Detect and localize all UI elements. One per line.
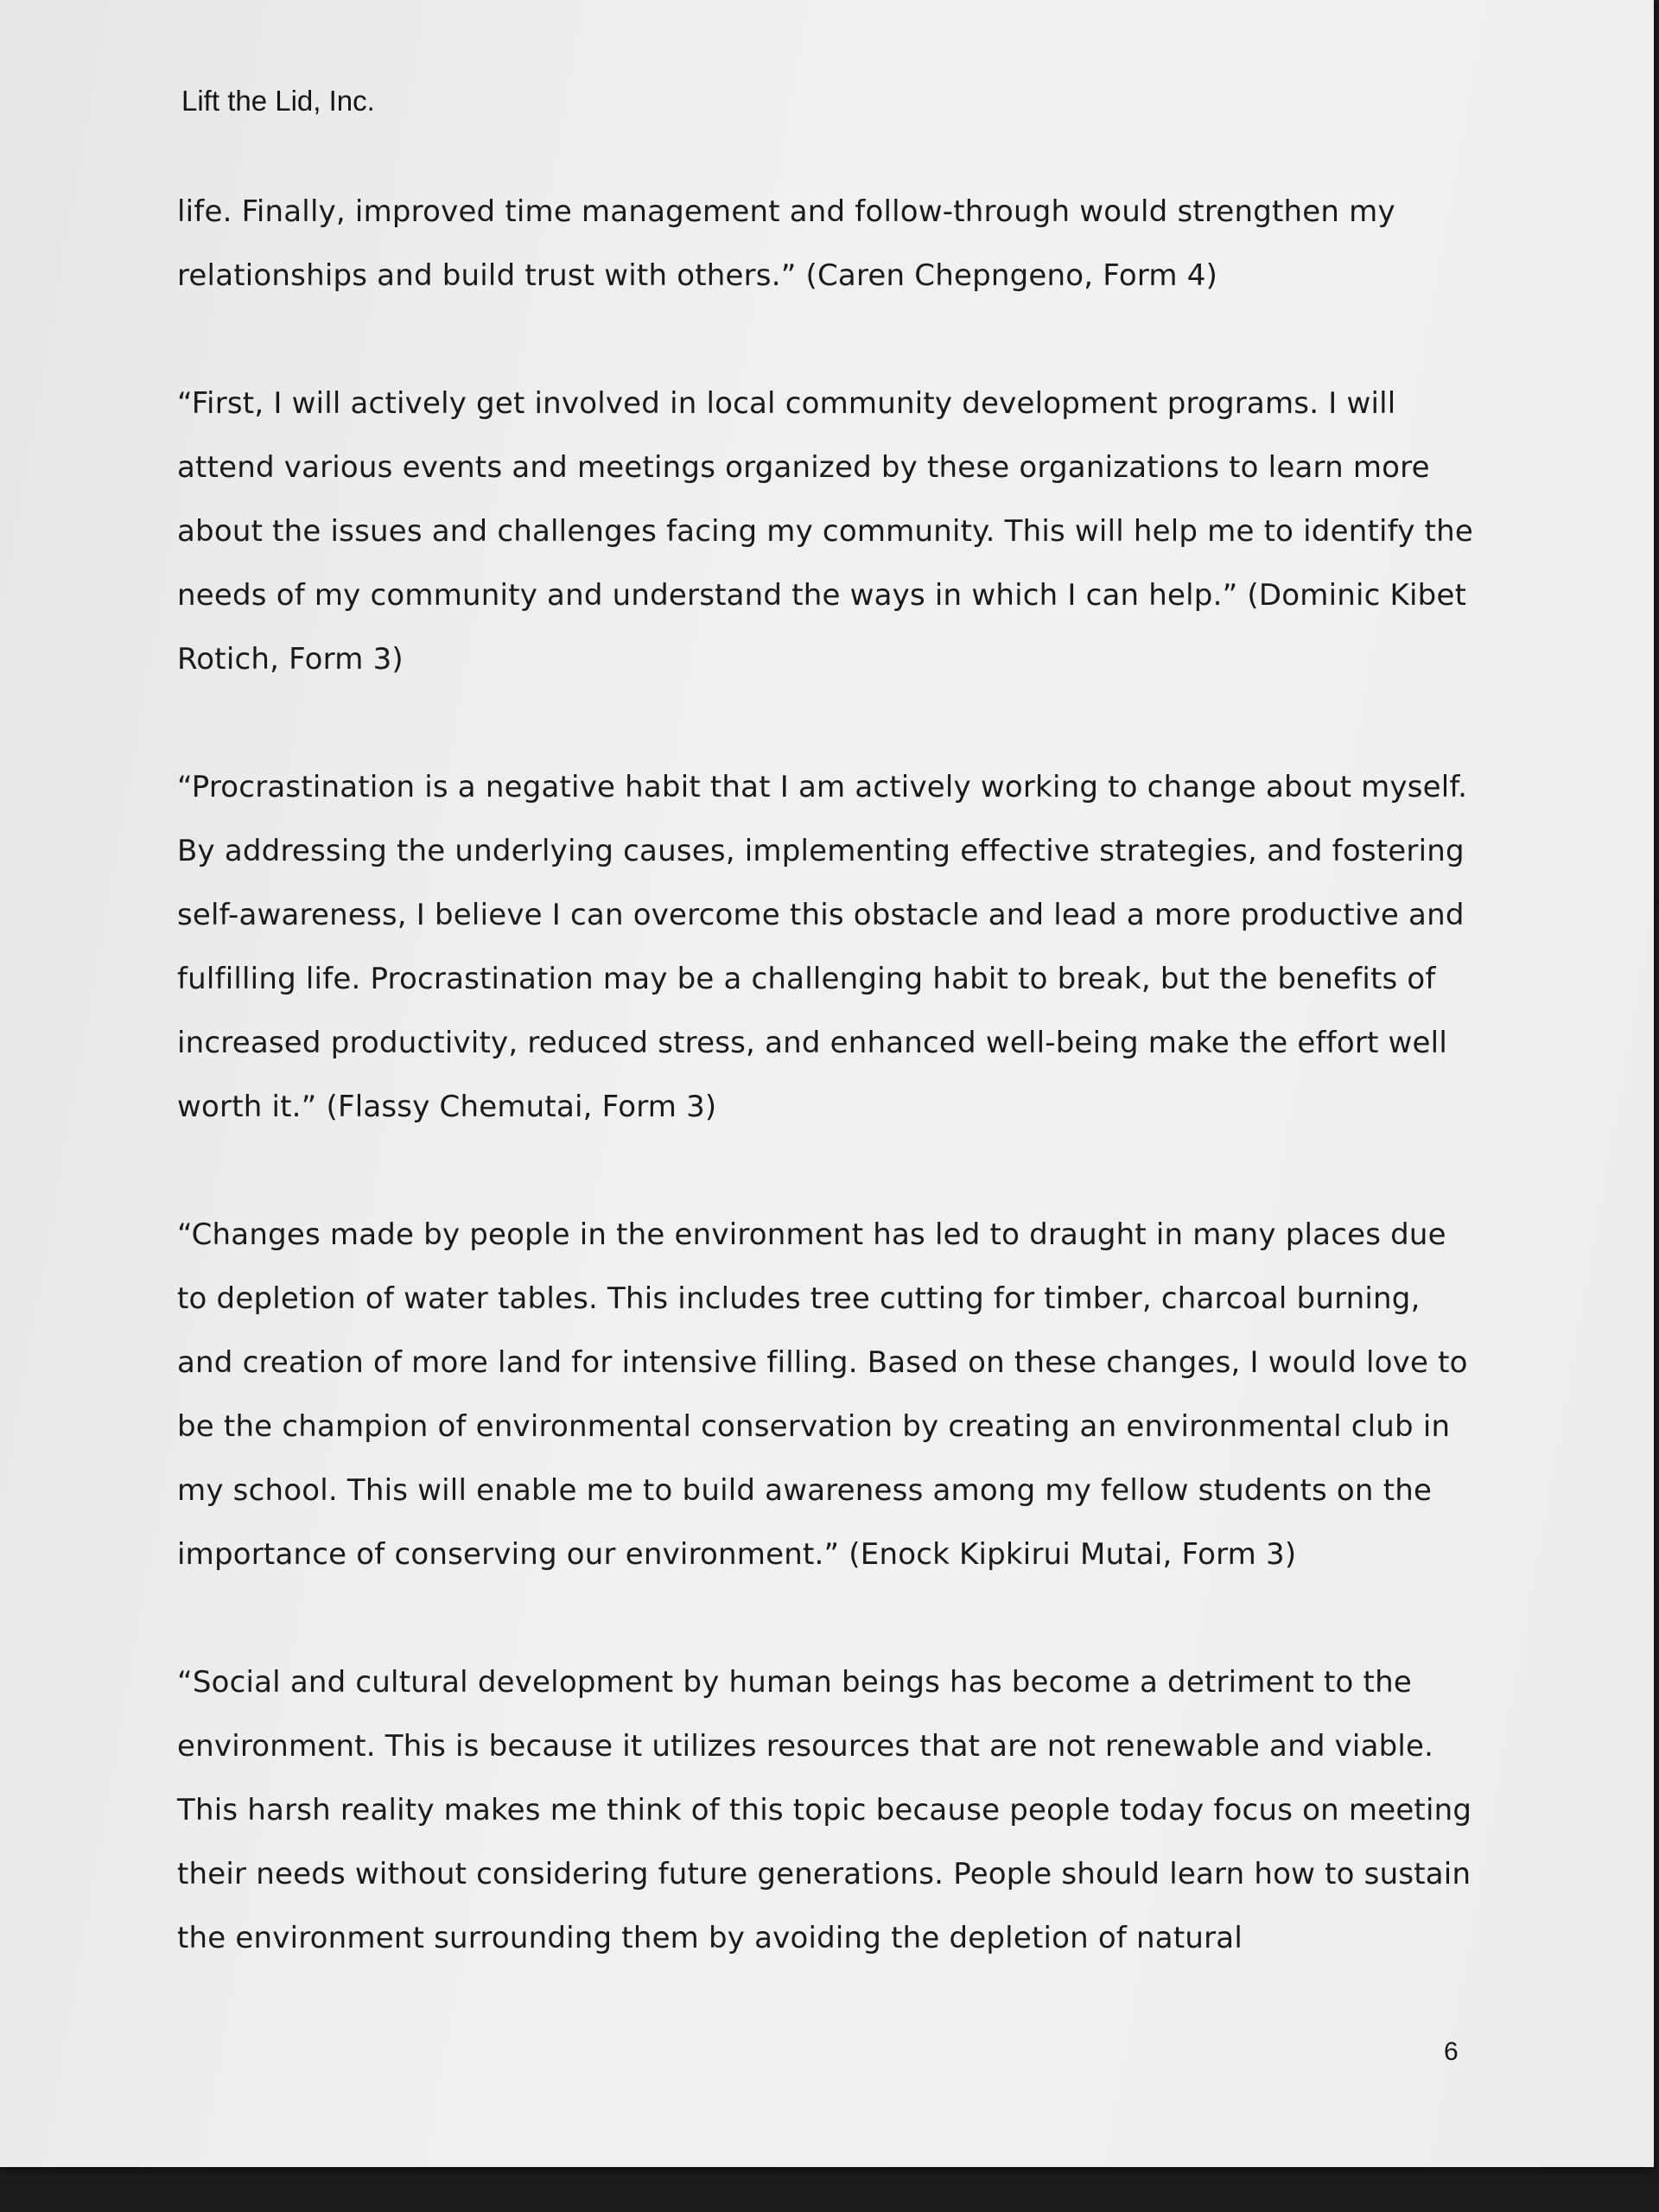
paragraph-social-development-quote: “Social and cultural development by human beings has become a detriment to the environment. This is because it utilizes resources that are not renewable and viable. This harsh reality makes me think of this topic because people today focus on meeting their needs without considering future generations. People should learn how to sustain the environment surrounding them by avoiding the depletion of natural [177, 1665, 1472, 1955]
paragraph-caren-quote-end: life. Finally, improved time management and follow-through would strengthen my relationships and build trust with others.” (Caren Chepngeno, Form 4) [177, 194, 1395, 293]
page-number: 6 [1444, 2037, 1459, 2066]
paragraph-dominic-quote: “First, I will actively get involved in local community development programs. I will attend various events and meetings organized by these organizations to learn more about the issues and challenges facing my community. This will help me to identify the needs of my community and understand the ways in which I can help.” (Dominic Kibet Rotich, Form 3) [177, 386, 1473, 677]
paragraph-enock-quote: “Changes made by people in the environment has led to draught in many places due to depletion of water tables. This includes tree cutting for timber, charcoal burning, and creation of more land for intensive filling. Based on these changes, I would love to be the champion of environmental conservation by creating an environmental club in my school. This will enable me to build awareness among my fellow students on the importance of conserving our environment.” (Enock Kipkirui Mutai, Form 3) [177, 1217, 1468, 1572]
paragraph-flassy-quote: “Procrastination is a negative habit that I am actively working to change about myself. By addressing the underlying causes, implementing effective strategies, and fostering self-awareness, I believe I can overcome this obstacle and lead a more productive and fulfilling life. Procrastination may be a challenging habit to break, but the benefits of increased productivity, reduced stress, and enhanced well-being make the effort well worth it.” (Flassy Chemutai, Form 3) [177, 770, 1468, 1124]
page-body [177, 180, 1482, 1970]
page-header: Lift the Lid, Inc. [181, 85, 375, 117]
